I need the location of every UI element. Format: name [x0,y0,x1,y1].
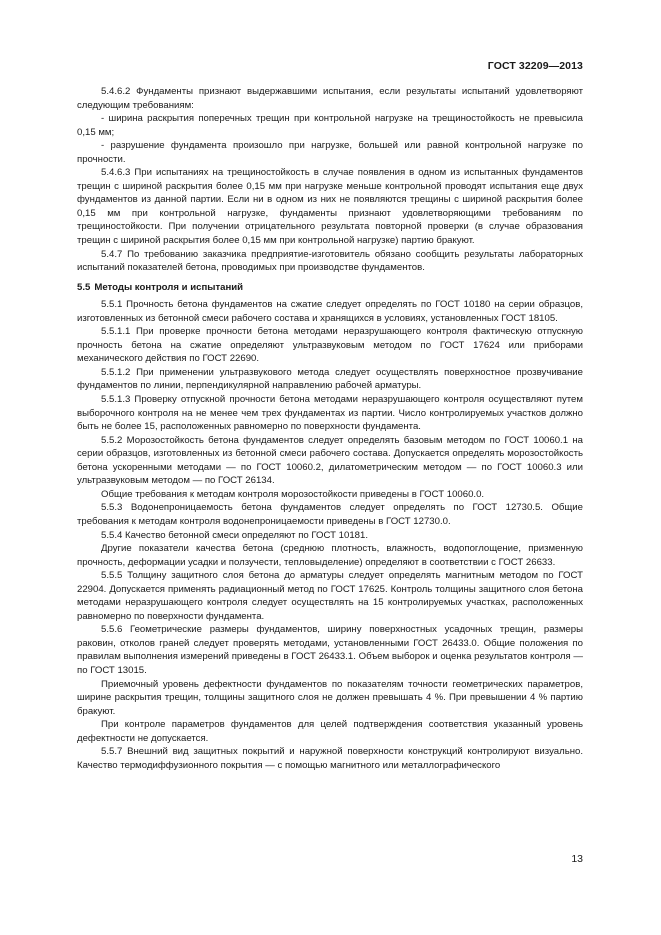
paragraph-5-5-1-3: 5.5.1.3 Проверку отпускной прочности бетона методами неразрушающего контроля осуществляют путем выборочного контроля на не менее чем трех фундаментах из партии. Число контролируемых участков должно быть не более 15, расположенных равномерно по поверхности фундамента. [77,394,583,433]
section-heading [77,281,583,295]
list-item-crack-width: - ширина раскрытия поперечных трещин при контрольной нагрузке на трещиностойкость не превысила 0,15 мм; [77,113,583,138]
section-number: 5.5 [77,281,91,293]
paragraph-5-5-1-1: 5.5.1.1 При проверке прочности бетона методами неразрушающего контроля фактическую отпускную прочность бетона на сжатие определяют ультразвуковым методом по ГОСТ 17624 или приборами механического действия по ГОСТ 22690. [77,326,583,365]
document-code: ГОСТ 32209—2013 [487,60,583,72]
paragraph-5-4-6-2: 5.4.6.2 Фундаменты признают выдержавшими испытания, если результаты испытаний удовлетворяют следующим требованиям: [77,86,583,111]
paragraph-frost-general: Общие требования к методам контроля морозостойкости приведены в ГОСТ 10060.0. [101,488,485,500]
paragraph-5-5-5: 5.5.5 Толщину защитного слоя бетона до арматуры следует определять магнитным методом по ГОСТ 22904. Допускается применять радиационный метод по ГОСТ 17625. Контроль толщины защитного слоя бетона методами неразрушающего контроля следует осуществлять на 15 контролируемых участках, расположенных равномерно по поверхности фундамента. [77,570,583,622]
page-number: 13 [571,853,583,865]
paragraph-5-5-7: 5.5.7 Внешний вид защитных покрытий и наружной поверхности конструкций контролируют визуально. Качество термодиффузионного покрытия — с помощью магнитного или металлографического [77,746,583,771]
paragraph-5-4-7: 5.4.7 По требованию заказчика предприятие-изготовитель обязано сообщить результаты лабораторных испытаний показателей бетона, проводимых при производстве фундаментов. [77,248,583,274]
paragraph-5-5-1-2: 5.5.1.2 При применении ультразвукового метода следует осуществлять поверхностное прозвучивание фундаментов по линии, перпендикулярной направлению рабочей арматуры. [77,366,583,392]
page-body [77,85,583,772]
section-title: Методы контроля и испытаний [94,281,244,293]
paragraph-5-5-4: 5.5.4 Качество бетонной смеси определяют по ГОСТ 10181. [101,529,368,541]
paragraph-5-5-3: 5.5.3 Водонепроницаемость бетона фундаментов следует определять по ГОСТ 12730.5. Общие требования к методам контроля водонепроницаемости приведены в ГОСТ 12730.0. [77,502,583,527]
paragraph-acceptance-level: Приемочный уровень дефектности фундаментов по показателям точности геометрических параметров, ширине раскрытия трещин, толщины защитного слоя не должен превышать 4 %. При превышении 4 % партию бракуют. [77,678,583,717]
list-item-failure-load: - разрушение фундамента произошло при нагрузке, большей или равной контрольной нагрузке по прочности. [77,140,583,165]
paragraph-5-5-1: 5.5.1 Прочность бетона фундаментов на сжатие следует определять по ГОСТ 10180 на серии образцов, изготовленных из бетонной смеси рабочего состава и хранящихся в условиях, установленных ГОСТ 18105. [77,299,583,324]
paragraph-5-5-6: 5.5.6 Геометрические размеры фундаментов, ширину поверхностных усадочных трещин, размеры раковин, отколов граней следует проверять методами, установленными ГОСТ 26433.0. Общие положения по правилам выполнения измерений приведены в ГОСТ 26433.1. Объем выборок и оценка результатов контроля — по ГОСТ 13015. [77,624,583,676]
paragraph-other-indicators: Другие показатели качества бетона (среднюю плотность, влажность, водопоглощение, призменную прочность, деформации усадки и ползучести, тепловыделение) определяют в соответствии с ГОСТ 26633. [77,543,583,568]
paragraph-5-5-2: 5.5.2 Морозостойкость бетона фундаментов следует определять базовым методом по ГОСТ 10060.1 на серии образцов, изготовленных из бетонной смеси рабочего состава. Допускается определять морозостойкость бетона ускоренными методами — по ГОСТ 10060.2, дилатометрическим методом — по ГОСТ 10060.3 или ультразвуковым методом — по ГОСТ 26134. [77,434,583,487]
paragraph-5-4-6-3: 5.4.6.3 При испытаниях на трещиностойкость в случае появления в одном из испытанных фундаментов трещин с шириной раскрытия более 0,15 мм при нагрузке меньше контрольной проводят испытания еще двух фундаментов из данной партии. Если ни в одном из них не появляются трещины с шириной раскрытия более 0,15 мм при контрольной нагрузке, фундаменты признают удовлетворяющими требованиям по трещиностойкости. При получении отрицательного результата повторной проверки (в случае образования трещин с шириной раскрытия более 0,15 мм при контрольной нагрузке) партию бракуют. [77,167,583,247]
paragraph-conformity: При контроле параметров фундаментов для целей подтверждения соответствия указанный уровень дефектности не допускается. [77,719,583,744]
